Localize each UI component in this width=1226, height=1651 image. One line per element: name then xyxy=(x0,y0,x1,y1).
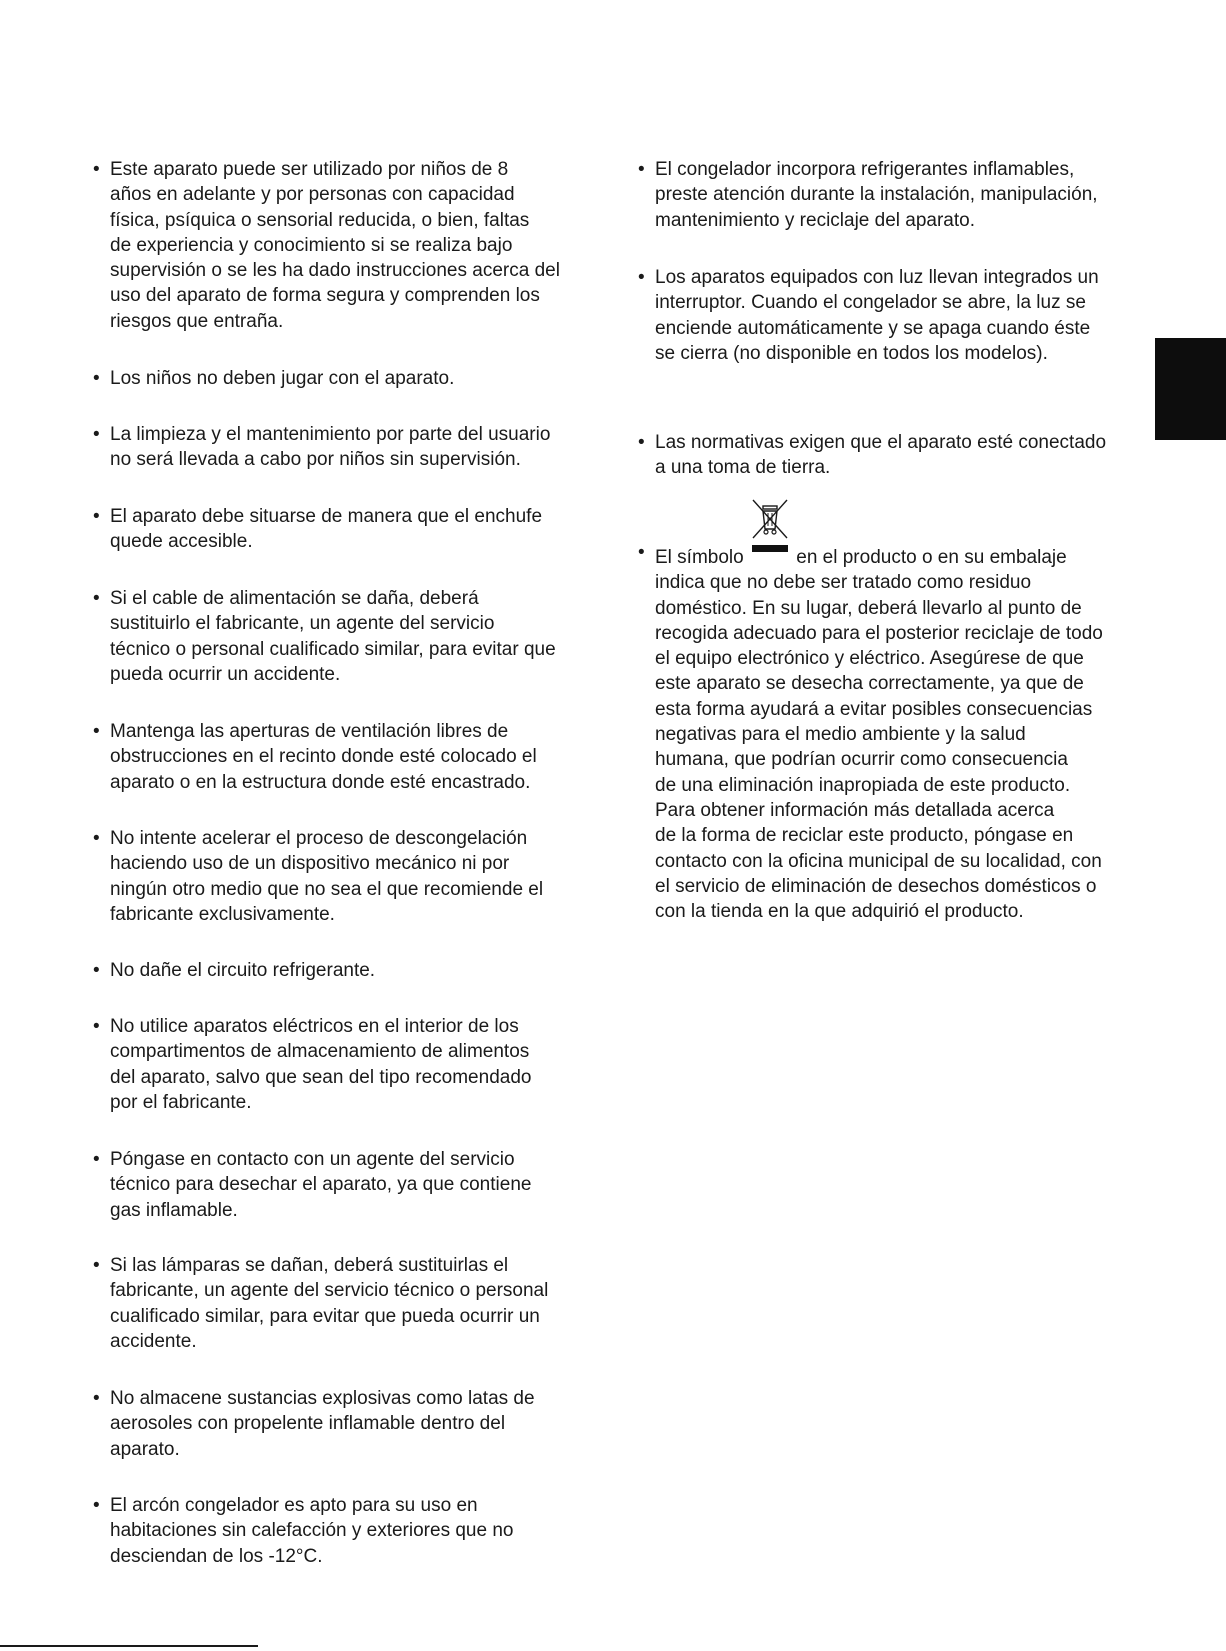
text-line: Mantenga las aperturas de ventilación libres de xyxy=(110,721,509,742)
bullet: • xyxy=(93,960,100,981)
text-line: aerosoles con propelente inflamable dentro del xyxy=(110,1413,506,1435)
text-line: Para obtener información más detallada acerca xyxy=(655,799,1055,821)
safety-item xyxy=(93,1493,590,1569)
bullet: • xyxy=(638,159,645,180)
text-line: física, psíquica o sensorial reducida, o bien, faltas xyxy=(110,209,530,231)
text-line: haciendo uso de un dispositivo mecánico ni por xyxy=(110,853,510,875)
bullet: • xyxy=(93,1255,100,1276)
safety-item xyxy=(638,157,1140,233)
text-line: Los niños no deben jugar con el aparato. xyxy=(110,368,455,389)
text-line: del aparato, salvo que sean del tipo recomendado xyxy=(110,1066,532,1088)
crossed-out-wheelie-bin-icon xyxy=(751,540,789,565)
text-line: recogida adecuado para el posterior reciclaje de todo xyxy=(655,622,1103,644)
section-tab-marker xyxy=(1155,338,1226,440)
safety-item xyxy=(638,265,1140,366)
text-line: uso del aparato de forma segura y comprenden los xyxy=(110,285,540,307)
text-line: Los aparatos equipados con luz llevan integrados un xyxy=(655,267,1099,288)
text-line: No almacene sustancias explosivas como latas de xyxy=(110,1388,535,1409)
text-line: técnico o personal cualificado similar, para evitar que xyxy=(110,638,556,660)
bullet: • xyxy=(93,368,100,389)
safety-item xyxy=(93,504,590,555)
text-line: aparato o en la estructura donde esté encastrado. xyxy=(110,771,531,793)
text-line: sustituirlo el fabricante, un agente del servicio xyxy=(110,613,495,635)
text-line: compartimentos de almacenamiento de alimentos xyxy=(110,1041,530,1063)
safety-item xyxy=(93,1014,590,1115)
text-line: El arcón congelador es apto para su uso en xyxy=(110,1495,478,1516)
safety-item xyxy=(93,1386,590,1462)
text-fragment: en el producto o en su embalaje xyxy=(796,547,1067,568)
text-line: cualificado similar, para evitar que pueda ocurrir un xyxy=(110,1305,540,1327)
safety-item xyxy=(93,1253,590,1354)
text-line: Si el cable de alimentación se daña, deberá xyxy=(110,588,479,609)
text-line: a una toma de tierra. xyxy=(655,457,831,479)
text-line: Si las lámparas se dañan, deberá sustituirlas el xyxy=(110,1255,509,1276)
text-fragment: El símbolo xyxy=(655,547,744,568)
text-line: aparato. xyxy=(110,1438,180,1460)
text-line: quede accesible. xyxy=(110,531,253,553)
safety-item xyxy=(93,422,590,473)
text-line: se cierra (no disponible en todos los modelos). xyxy=(655,342,1048,364)
text-line: pueda ocurrir un accidente. xyxy=(110,663,341,685)
text-line: Este aparato puede ser utilizado por niños de 8 xyxy=(110,159,509,180)
text-line: técnico para desechar el aparato, ya que contiene xyxy=(110,1174,532,1196)
bullet: • xyxy=(93,506,100,527)
text-line: de experiencia y conocimiento si se realiza bajo xyxy=(110,234,513,256)
text-line: El congelador incorpora refrigerantes inflamables, xyxy=(655,159,1075,180)
text-line: fabricante, un agente del servicio técnico o personal xyxy=(110,1280,549,1302)
text-line: desciendan de los -12°C. xyxy=(110,1545,323,1567)
text-line: este aparato se desecha correctamente, ya que de xyxy=(655,673,1084,695)
bullet: • xyxy=(93,159,100,180)
text-line: No utilice aparatos eléctricos en el interior de los xyxy=(110,1016,519,1037)
bullet: • xyxy=(93,424,100,445)
text-line: ningún otro medio que no sea el que recomiende el xyxy=(110,878,544,900)
text-line: riesgos que entraña. xyxy=(110,310,284,332)
text-line: por el fabricante. xyxy=(110,1091,252,1113)
text-line: el equipo electrónico y eléctrico. Asegúrese de que xyxy=(655,648,1084,670)
text-line: con la tienda en la que adquirió el producto. xyxy=(655,901,1024,923)
text-line: No dañe el circuito refrigerante. xyxy=(110,960,376,981)
text-line: obstrucciones en el recinto donde esté colocado el xyxy=(110,746,537,768)
bullet: • xyxy=(638,432,645,453)
text-line: mantenimiento y reciclaje del aparato. xyxy=(655,209,976,231)
text-line: enciende automáticamente y se apaga cuando éste xyxy=(655,317,1091,339)
safety-item xyxy=(93,366,590,391)
text-line: supervisión o se les ha dado instrucciones acerca del xyxy=(110,260,560,282)
footer-rule xyxy=(0,1645,258,1647)
text-line: años en adelante y por personas con capacidad xyxy=(110,184,515,206)
text-line: No intente acelerar el proceso de descongelación xyxy=(110,828,528,849)
text-line: interruptor. Cuando el congelador se abre, la luz se xyxy=(655,292,1086,314)
text-line: preste atención durante la instalación, manipulación, xyxy=(655,184,1098,206)
text-line: El aparato debe situarse de manera que el enchufe xyxy=(110,506,543,527)
text-line: indica que no debe ser tratado como residuo xyxy=(655,572,1032,594)
bullet: • xyxy=(93,1149,100,1170)
bullet: • xyxy=(93,1388,100,1409)
safety-item xyxy=(638,430,1140,481)
safety-item xyxy=(93,157,590,334)
safety-item xyxy=(93,826,590,927)
text-line: Póngase en contacto con un agente del servicio xyxy=(110,1149,515,1170)
text-line: gas inflamable. xyxy=(110,1199,238,1221)
text-line: no será llevada a cabo por niños sin supervisión. xyxy=(110,449,521,471)
safety-item xyxy=(93,719,590,795)
text-line: La limpieza y el mantenimiento por parte del usuario xyxy=(110,424,551,445)
text-line: negativas para el medio ambiente y la salud xyxy=(655,724,1026,746)
text-line: habitaciones sin calefacción y exteriores que no xyxy=(110,1520,514,1542)
text-line: de una eliminación inapropiada de este producto. xyxy=(655,774,1071,796)
safety-item xyxy=(93,958,590,983)
bullet: • xyxy=(638,542,645,563)
text-line: contacto con la oficina municipal de su localidad, con xyxy=(655,850,1102,872)
weee-item xyxy=(638,540,1140,924)
text-line: de la forma de reciclar este producto, póngase en xyxy=(655,825,1074,847)
text-line: doméstico. En su lugar, deberá llevarlo al punto de xyxy=(655,597,1082,619)
bullet: • xyxy=(93,1495,100,1516)
bullet: • xyxy=(93,721,100,742)
text-line: el servicio de eliminación de desechos domésticos o xyxy=(655,875,1097,897)
bullet: • xyxy=(93,828,100,849)
bullet: • xyxy=(638,267,645,288)
safety-item xyxy=(93,1147,590,1223)
text-line: fabricante exclusivamente. xyxy=(110,903,335,925)
text-line: accidente. xyxy=(110,1330,197,1352)
bullet: • xyxy=(93,1016,100,1037)
text-line xyxy=(655,540,1140,570)
text-line: humana, que podrían ocurrir como consecuencia xyxy=(655,749,1068,771)
text-line: Las normativas exigen que el aparato esté conectado xyxy=(655,432,1107,453)
text-line: esta forma ayudará a evitar posibles consecuencias xyxy=(655,698,1093,720)
safety-item xyxy=(93,586,590,687)
bullet: • xyxy=(93,588,100,609)
